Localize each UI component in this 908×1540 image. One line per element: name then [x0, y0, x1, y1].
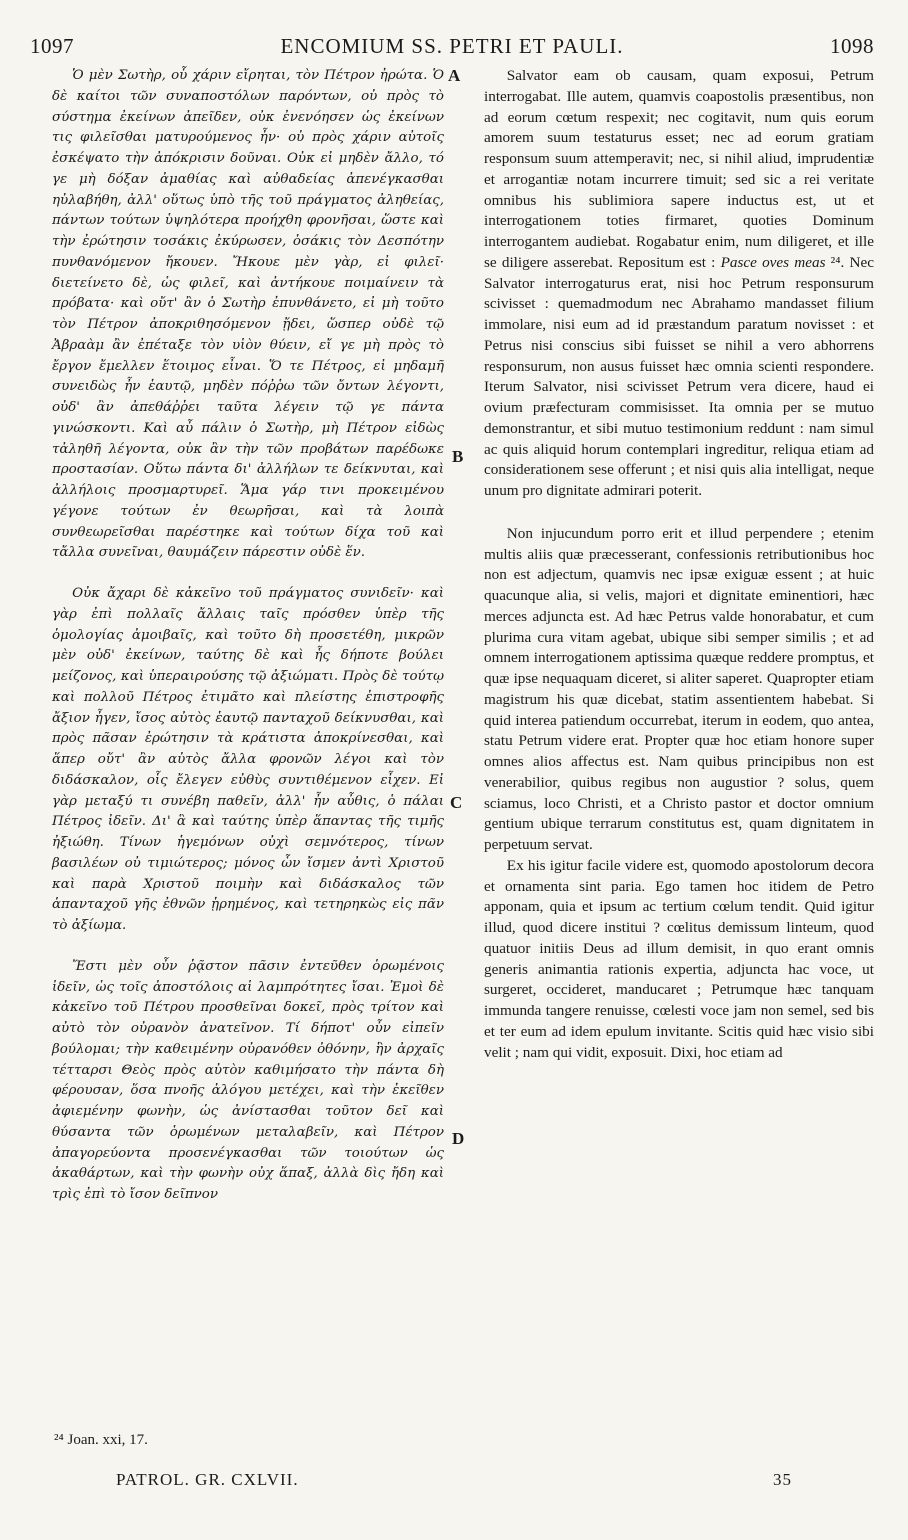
latin-paragraph-2: Non injucundum porro erit et illud perpendere ; etenim multis aliis quæ præcesserant, confessionis retributionibus hoc non est adjectum, quamvis nec ipsæ exiguæ essent ; at huic quacunque alia, si velis, majori et dignitate eminentiori, hæc merces adjuncta est. Ad hæc Petrus valde honorabatur, et cum plurima cura vitam agebat, ubique sibi semper similis ; et ad omnem interrogationem aptissima quæque reddere promptus, et quæ ipse nequaquam diceret, si aliter saperet. Quapropter etiam magistrum his quæ dicebat, statim assentientem habebat. Si quid interea patiendum occurrebat, iterum in eodem, quo antea, statu Petrum videre erat. Propter quæ hoc etiam honore super omnes alios affectus est. Nam quibus principibus non est venerabilior, quibus regibus non augustior ? solus, quem sciamus, loco Christi, et a Christo pastor et doctor omnium gentium ubique terrarum constitutus est, quam dignitatem in perpetuum servat. [484, 524, 874, 853]
greek-paragraph-1: Ὁ μὲν Σωτὴρ, οὗ χάριν εἴρηται, τὸν Πέτρον ἠρώτα. Ὁ δὲ καίτοι τῶν συναποστόλων παρόντων, οὐ πρὸς τὸ σύστημα ἐκείνων ἀπεῖδεν, οὐκ ἐνενόησεν ὡς ἐκείνων τις φιλεῖσθαι ματυρούμενος ἦν· οὐ πρὸς χάριν αὐτοῖς ἐσκέψατο τὴν ἀπόκρισιν δοῦναι. Οὐκ εἰ μηδὲν ἄλλο, τό γε μὴ δόξαν ἀμαθίας καὶ αὐθαδείας ἀπενέγκασθαι ηὐλαβήθη, ἀλλ' οὕτως ὑπὸ τῆς τοῦ πράγματος ἀληθείας, πάντων τούτων ὑψηλότερα προήχθη φρονῆσαι, ὥστε καὶ τὴν ἐρώτησιν τοσάκις ἐκύρωσεν, ὁσάκις τὸν Δεσπότην πυνθανόμενον ἤκουεν. Ἤκουε μὲν γὰρ, εἰ φιλεῖ· διετείνετο δὲ, ὡς φιλεῖ, καὶ ἀντήκουε ποιμαίνειν τὰ πρόβατα· καὶ οὔτ' ἂν ὁ Σωτὴρ ἐπυνθάνετο, εἰ μὴ τοῦτο τὸν Πέτρον ἀποκριθησόμενον ᾔδει, ὥσπερ οὐδὲ τῷ Ἀβραὰμ ἂν ἐπέταξε τὸν υἱὸν θύειν, εἴ γε μὴ πρὸς τὸ ἔργον ἔμελλεν ἕτοιμος εἶναι. Ὅ τε Πέτρος, εἰ μηδαμῆ συνειδὼς ἦν ἑαυτῷ, μηδὲν πόῤῥω τῶν ὄντων λέγοντι, οὐδ' ἂν ἀπεθάῤῥει ταῦτα λέγειν τῷ γε πάντα γινώσκοντι. Καὶ αὖ πάλιν ὁ Σωτὴρ, μὴ Πέτρον εἰδὼς τἀληθῆ λέγοντα, οὐκ ἂν τὴν τῶν προβάτων παρέδωκε προστασίαν. Οὕτω πάντα δι' ἀλλήλων τε δείκνυται, καὶ ἀλλήλοις προσμαρτυρεῖ. Ἅμα γάρ τινι προκειμένου γέγονε τούτων ἐν θεωρῆσαι, καὶ τὰ λοιπὰ συνθεωρεῖσθαι παρέστηκε καὶ τούτων δίχα τοῦ καὶ τἄλλα συνεῖναι, θαυμάζειν πάρεστιν οὐδὲ ἕν. [52, 68, 444, 561]
gathering-number: 35 [773, 1470, 792, 1489]
section-marker-a: A [448, 66, 461, 85]
footnote: ²⁴ Joan. xxi, 17. [54, 1432, 148, 1448]
greek-column [52, 66, 444, 1206]
scripture-quote: Pasce oves meas [720, 253, 826, 271]
latin-paragraph-1-text-a: Salvator eam ob causam, quam exposui, Petrum interrogabat. Ille autem, quamvis coapostolis præsentibus, non ad eorum cœtum respexit; nec cogitavit, num quis eorum amorem suum testaturus esset; nec ad eorum gratiam responsum suum attemperavit; nec, si nihil aliud, imprudentiæ et arrogantiæ notam incurrere timuit; sed sic a rei veritate omnibus his sublimiora sapere inductus est, ut et interrogationem toties firmaret, quoties Dominum interrogantem audiebat. Rogabatur enim, num diligeret, et ille se diligere asserebat. Repositum est : [484, 67, 874, 271]
page-header [30, 34, 874, 60]
page-number-right: 1098 [830, 34, 874, 58]
latin-paragraph-1-text-b: Nec Salvator interrogaturus erat, nisi hoc Petrum responsurum scivisset : quemadmodum nec Abrahamo mandasset filium immolare, nisi eum ad id præstandum paratum novisset : et Petrus nisi conscius sibi fuisset se nihil a vero abhorrens responsurum, non ausus fuisset hæc omnia scienti respondere. Iterum Salvator, nisi scivisset Petrum vera dicere, haud ei ovium præfecturam commisisset. Ita omnia per se mutuo demonstrantur, et sibi mutuo testimonium reddunt : nam simul ac quis aliquid horum contemplari ingreditur, reliqua etiam ad considerationem sese offerunt ; et nisi quis alia intelligat, neque unum pro dignitate admirari poterit. [484, 253, 874, 499]
latin-paragraph-1 [484, 66, 874, 502]
latin-paragraph-3: Ex his igitur facile videre est, quomodo apostolorum decora et ornamenta sint paria. Ego tamen hoc itidem de Petro apponam, quia et ipsum ac tertium cœlum tendit. Quid igitur illud, quod dicere institui ? cœlitus demissum linteum, quod quatuor initiis Deus ad illum demisit, in quo erant omnis generis animantia rationis expertia, adjuncta hac voce, ut surgeret, occideret, manducaret ; Petrumque hæc tanquam immunda tangere renuisse, cœlesti voce jam non semel, sed bis et ter eum ad idem epulum invitante. Scitis quid hæc visio sibi velit ; nam qui vidit, exposuit. Dixi, hoc etiam ad [484, 856, 874, 1061]
section-marker-c: C [450, 793, 463, 812]
latin-column [484, 66, 874, 1063]
page-footer [116, 1470, 792, 1494]
greek-paragraph-3: Ἔστι μὲν οὖν ῥᾷστον πᾶσιν ἐντεῦθεν ὁρωμένοις ἰδεῖν, ὡς τοῖς ἀποστόλοις αἱ λαμπρότητες ἴσαι. Ἐμοὶ δὲ κἀκεῖνο τοῦ Πέτρου προσθεῖναι δοκεῖ, πρὸς τρίτον καὶ αὐτὸ τὸν οὐρανὸν ἀνατεῖνον. Τί δήποτ' οὖν εἰπεῖν βούλομαι; τὴν καθειμένην οὐρανόθεν ὀθόνην, ἣν ἀρχαῖς τέτταρσι Θεὸς πρὸς αὐτὸν καθιμήσατο τὴν πάντα δὴ φέρουσαν, ὅσα πνοῆς ἀλόγου μετέχει, καὶ τὴν ἐκεῖθεν ἀφιεμένην φωνὴν, ὡς ἀνίστασθαι τοῦτον δεῖ καὶ θύσαντα τῶν ὁρωμένων μεταλαβεῖν, καὶ Πέτρον ἀπαγορεύοντα προσενέγκασθαι τῶν τοιούτων ὡς ἀκαθάρτων, καὶ τὴν φωνὴν οὐχ ἅπαξ, ἀλλὰ δὶς ἤδη καὶ τρὶς ἐπὶ τὸ ἴσον δεῖπνον [52, 958, 444, 1202]
running-title: ENCOMIUM SS. PETRI ET PAULI. [280, 34, 624, 58]
section-marker-b: B [452, 447, 464, 466]
signature-mark: PATROL. GR. CXLVII. [116, 1470, 299, 1489]
page-number-left: 1097 [30, 34, 74, 58]
section-marker-d: D [452, 1129, 465, 1148]
greek-paragraph-2: Οὐκ ἄχαρι δὲ κἀκεῖνο τοῦ πράγματος συνιδεῖν· καὶ γὰρ ἐπὶ πολλαῖς ἄλλαις ταῖς πρόσθεν ὑπὲρ τῆς ὁμολογίας ἀμοιβαῖς, καὶ τοῦτο δὴ προσετέθη, μικρῶν μὲν οὐδ' ἐκείνων, ταύτης δὲ καὶ ἧς δήποτε βούλει μείζονος, καὶ ὑπεραιρούσης τῷ ἀξιώματι. Πρὸς δὲ τούτῳ καὶ πολλοῦ Πέτρος ἐτιμᾶτο καὶ πλείστης ἐπιστροφῆς ἄξιον ἦγεν, ἴσος αὐτὸς ἑαυτῷ πανταχοῦ δείκνυσθαι, καὶ πρὸς πᾶσαν ἐρώτησιν τὰ κράτιστα ἀποκρίνεσθαι, καὶ ἅπερ οὔτ' ἂν αὐτὸς ἄλλα φρονῶν λέγοι καὶ τὸν διδάσκαλον, οἷς ἔλεγεν εὐθὺς συντιθέμενον εἶχεν. Εἰ γὰρ μεταξύ τι συνέβη παθεῖν, ἀλλ' ἦν αὖθις, ὁ πάλαι Πέτρος ἰδεῖν. Δι' ἃ καὶ ταύτης ὑπὲρ ἅπαντας τῆς τιμῆς ἠξιώθη. Τίνων ἡγεμόνων οὐχὶ σεμνότερος, τίνων βασιλέων οὐ τιμιώτερος; μόνος ὧν ἴσμεν ἀντὶ Χριστοῦ καὶ παρὰ Χριστοῦ ποιμὴν καὶ διδάσκαλος τῶν ἁπανταχοῦ γῆς ἐθνῶν ᾑρημένος, καὶ τετηρηκὼς εἰς πᾶν τὸ ἀξίωμα. [52, 586, 444, 933]
footnote-ref: ²⁴. [825, 253, 845, 271]
